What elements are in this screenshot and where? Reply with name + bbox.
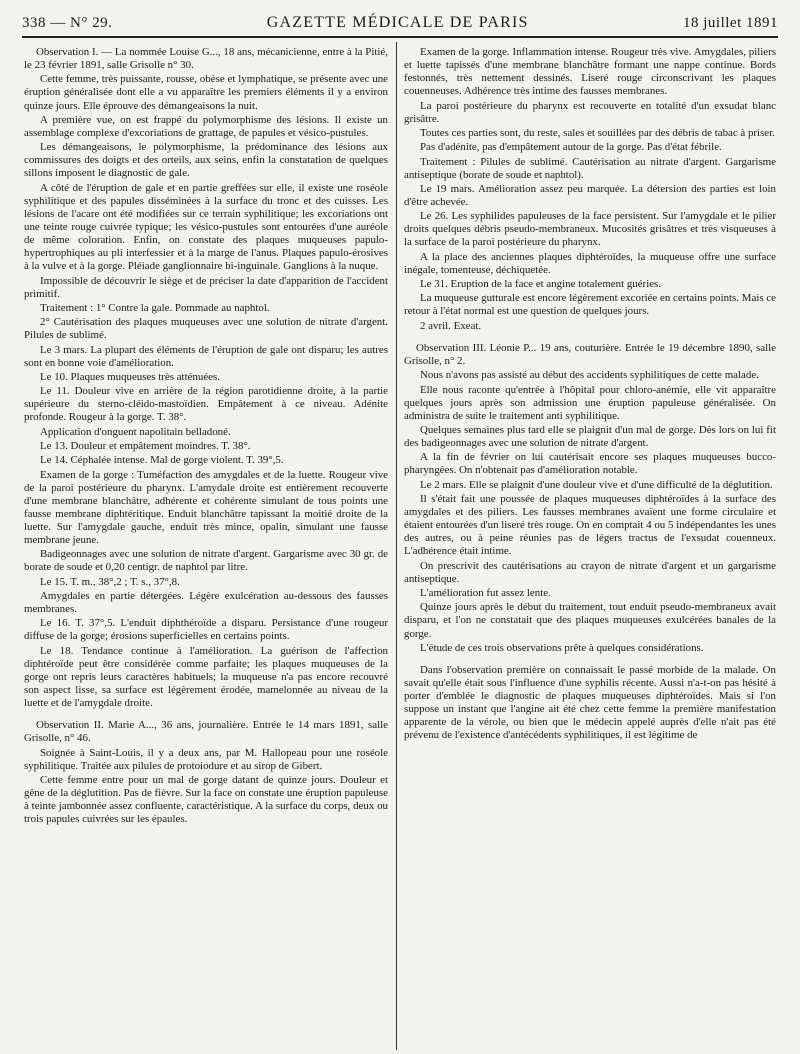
paragraph: Observation III. Léonie P... 19 ans, couturière. Entrée le 19 décembre 1890, salle Grisolle, n° 2. [404, 341, 776, 367]
paragraph: A la place des anciennes plaques diphtéroïdes, la muqueuse offre une surface inégale, tomenteuse, déchiquetée. [404, 250, 776, 276]
paragraph: Amygdales en partie détergées. Légère exulcération au-dessous des fausses membranes. [24, 589, 388, 616]
paragraph: Observation I. — La nommée Louise G..., 18 ans, mécanicienne, entre à la Pitié, le 23 février 1891, salle Grisolle n° 30. [24, 46, 388, 72]
paragraph: Traitement : Pilules de sublimé. Cautérisation au nitrate d'argent. Gargarisme antiseptique (borate de soude et naphtol). [404, 155, 776, 181]
paragraph: L'étude de ces trois observations prête à quelques considérations. [420, 641, 704, 654]
paragraph: Le 18. Tendance continue à l'amélioration. La guérison de l'affection diphtéroïde peut être considérée comme parfaite; les plaques muqueuses de la gorge ont repris leurs caractères habituels; la muqueuse n'a pas encore recouvré son aspect lisse, sa surface est légèrement érodée, mamelonnée au niveau de la luette et de l'amygdale droite. [24, 644, 388, 710]
paragraph: Nous n'avons pas assisté au début des accidents syphilitiques de cette malade. [420, 369, 759, 382]
paragraph: Il s'était fait une poussée de plaques muqueuses diphtéroïdes à la surface des amygdales et des piliers. Les fausses membranes avaient une forme circulaire et étaient entourées d'un liseré très rouge. On en comptait 4 ou 5 indépendantes les unes des autres, ou à peine réunies pas de légers tractus de l'exsudat couenneux. L'adhérence était intime. [404, 493, 776, 558]
paragraph: Examen de la gorge : Tuméfaction des amygdales et de la luette. Rougeur vive de la paroi postérieure du pharynx. L'amydale droite est entièrement recouverte d'une membrane blanchâtre, adhérente et cohérente simulant de tous points une fausse membrane diphtéritique. Enduit blanchâtre tapissant la moitié droite de la luette. Sur l'amygdale gauche, enduit très mince, opalin, simulant une fausse membrane jeune. [24, 468, 388, 546]
paragraph: Elle nous raconte qu'entrée à l'hôpital pour chloro-anémie, elle vit apparaître quelques jours après son admission une éruption papuleuse généralisée. On administra de suite le traitement anti syphilitique. [404, 383, 776, 422]
paragraph: L'amélioration fut assez lente. [420, 587, 551, 600]
paragraph: A première vue, on est frappé du polymorphisme des lésions. Il existe un assemblage complexe d'excoriations de grattage, de papules et vésico-pustules. [24, 113, 388, 139]
paragraph: Le 11. Douleur vive en arrière de la région parotidienne droite, à la partie supérieure du sterno-cléido-mastoïdien. Empâtement à ce niveau. Adénite profonde. Rougeur à la gorge. T. 38°. [24, 385, 388, 424]
paragraph: La paroi postérieure du pharynx est recouverte en totalité d'un exsudat blanc grisâtre. [404, 99, 776, 125]
paragraph: Le 31. Eruption de la face et angine totalement guéries. [420, 278, 662, 291]
paragraph: Le 3 mars. La plupart des éléments de l'éruption de gale ont disparu; les autres sont en bonne voie d'amélioration. [24, 343, 388, 369]
paragraph: Le 26. Les syphilides papuleuses de la face persistent. Sur l'amygdale et le pilier droits quelques débris pseudo-membraneux. Mucosités grisâtres et très visqueuses à la surface de la paroi postérieure du pharynx. [404, 210, 776, 249]
page-header [22, 10, 778, 36]
paragraph: Pas d'adénite, pas d'empâtement autour de la gorge. Pas d'état fébrile. [420, 141, 722, 154]
paragraph: Observation II. Marie A..., 36 ans, journalière. Entrée le 14 mars 1891, salle Grisolle, n° 46. [24, 719, 388, 745]
paragraph: Le 16. T. 37°,5. L'enduit diphthéroïde a disparu. Persistance d'une rougeur diffuse de la gorge; érosions superficielles en certains points. [24, 617, 388, 643]
journal-title: GAZETTE MÉDICALE DE PARIS [266, 14, 529, 31]
paragraph: Toutes ces parties sont, du reste, sales et souillées par des débris de tabac à priser. [420, 126, 775, 139]
paragraph: Le 10. Plaques muqueuses très atténuées. [40, 370, 220, 383]
paragraph: Application d'onguent napolitain belladoné. [40, 425, 231, 438]
paragraph: Examen de la gorge. Inflammation intense. Rougeur très vive. Amygdales, piliers et luette tapissés d'une membrane blanchâtre formant une nappe continue. Bords festonnés, très nettement dessinés. Liseré rouge circonscrivant les plaques couenneuses. Adhérence très intime des fausses membranes. [404, 46, 776, 98]
paragraph: Le 15. T. m., 38°,2 ; T. s., 37°,8. [40, 575, 180, 588]
paragraph: Le 19 mars. Amélioration assez peu marquée. La détersion des parties est loin d'être achevée. [404, 182, 776, 208]
paragraph: Le 2 mars. Elle se plaignit d'une douleur vive et d'une difficulté de la déglutition. [420, 478, 773, 491]
header-rule [22, 36, 778, 38]
page-number: 338 — N° 29. [22, 14, 113, 31]
paragraph: A côté de l'éruption de gale et en partie greffées sur elle, il existe une roséole syphilitique et des papules disséminées à la surface du tronc et des cuisses. Les lésions de l'acare ont été modifiées sur ce terrain syphilitique; les excoriations ont une teinte rouge cuivrée typique; les vésico-pustules sont entourées d'une auréole de même coloration. Enfin, on constate des plaques muqueuses papulo-hypertrophiques au pli interfessier et à la marge de l'anus. Plaques papulo-érosives à la vulve et à la gorge. Pléiade ganglionnaire bi-inguinale. Ganglions à la nuque. [24, 181, 388, 273]
paragraph: Impossible de découvrir le siège et de préciser la date d'apparition de l'accident primitif. [24, 274, 388, 300]
paragraph: Cette femme, très puissante, rousse, obèse et lymphatique, se présente avec une éruption généralisée dont elle a vu apparaître les premiers éléments il y a environ quinze jours. Elle éprouve des démangeaisons la nuit. [24, 73, 388, 112]
paragraph: Dans l'observation première on connaissait le passé morbide de la malade. On savait qu'elle était sous l'influence d'une syphilis récente. Aussi n'a-t-on pas hésité à porter d'emblée le diagnostic de plaques muqueuses diphtéroïdes. Mais si l'on suppose un instant que l'angine ait été chez cette femme la première manifestation apparente de la vérole, ou bien que le médecin appelé auprès d'elle n'ait pas été prévenu de l'existence d'antécédents syphilitiques, il est légitime de [404, 663, 776, 742]
paragraph: 2 avril. Exeat. [420, 319, 482, 332]
paragraph: Quelques semaines plus tard elle se plaignit d'un mal de gorge. Dès lors on lui fit des badigeonnages avec une solution de nitrate d'argent. [404, 423, 776, 450]
column-divider [396, 42, 397, 1050]
paragraph: Le 13. Douleur et empâtement moindres. T. 38°. [40, 439, 251, 452]
paragraph: Traitement : 1° Contre la gale. Pommade au naphtol. [40, 301, 270, 314]
paragraph: Soignée à Saint-Louis, il y a deux ans, par M. Hallopeau pour une roséole syphilitique. Traitée aux pilules de protoiodure et au sirop de Gibert. [24, 746, 388, 772]
paragraph: Badigeonnages avec une solution de nitrate d'argent. Gargarisme avec 30 gr. de borate de soude et 0,20 centigr. de naphtol par litre. [24, 548, 388, 574]
paragraph: A la fin de février on lui cautérisait encore ses plaques muqueuses bucco-pharyngées. On n'obtenait pas d'amélioration notable. [404, 451, 776, 477]
paragraph: Les démangeaisons, le polymorphisme, la prédominance des lésions aux commissures des doigts et des orteils, aux seins, enfin la constatation de quelques sillons imposent le diagnostic de gale. [24, 141, 388, 180]
paragraph: Le 14. Céphalée intense. Mal de gorge violent. T. 39°,5. [40, 454, 284, 467]
issue-date: 18 juillet 1891 [683, 14, 778, 31]
paragraph: Cette femme entre pour un mal de gorge datant de quinze jours. Douleur et gêne de la déglutition. Pas de fièvre. Sur la face on constate une éruption papuleuse à teinte jambonnée assez confluente, caractéristique. A la surface du corps, deux ou trois papules cuivrées sur les épaules. [24, 773, 388, 826]
paragraph: Quinze jours après le début du traitement, tout enduit pseudo-membraneux avait disparu, et l'on ne constatait que des plaques muqueuses exulcérées banales de la gorge. [404, 601, 776, 640]
paragraph: La muqueuse gutturale est encore légèrement excoriée en certains points. Mais ce retour à l'état normal est une question de quelques jours. [404, 292, 776, 318]
right-column [404, 46, 776, 1048]
paragraph: On prescrivit des cautérisations au crayon de nitrate d'argent et un gargarisme antiseptique. [404, 559, 776, 585]
paragraph: 2° Cautérisation des plaques muqueuses avec une solution de nitrate d'argent. Pilules de sublimé. [24, 316, 388, 342]
left-column [24, 46, 388, 1048]
